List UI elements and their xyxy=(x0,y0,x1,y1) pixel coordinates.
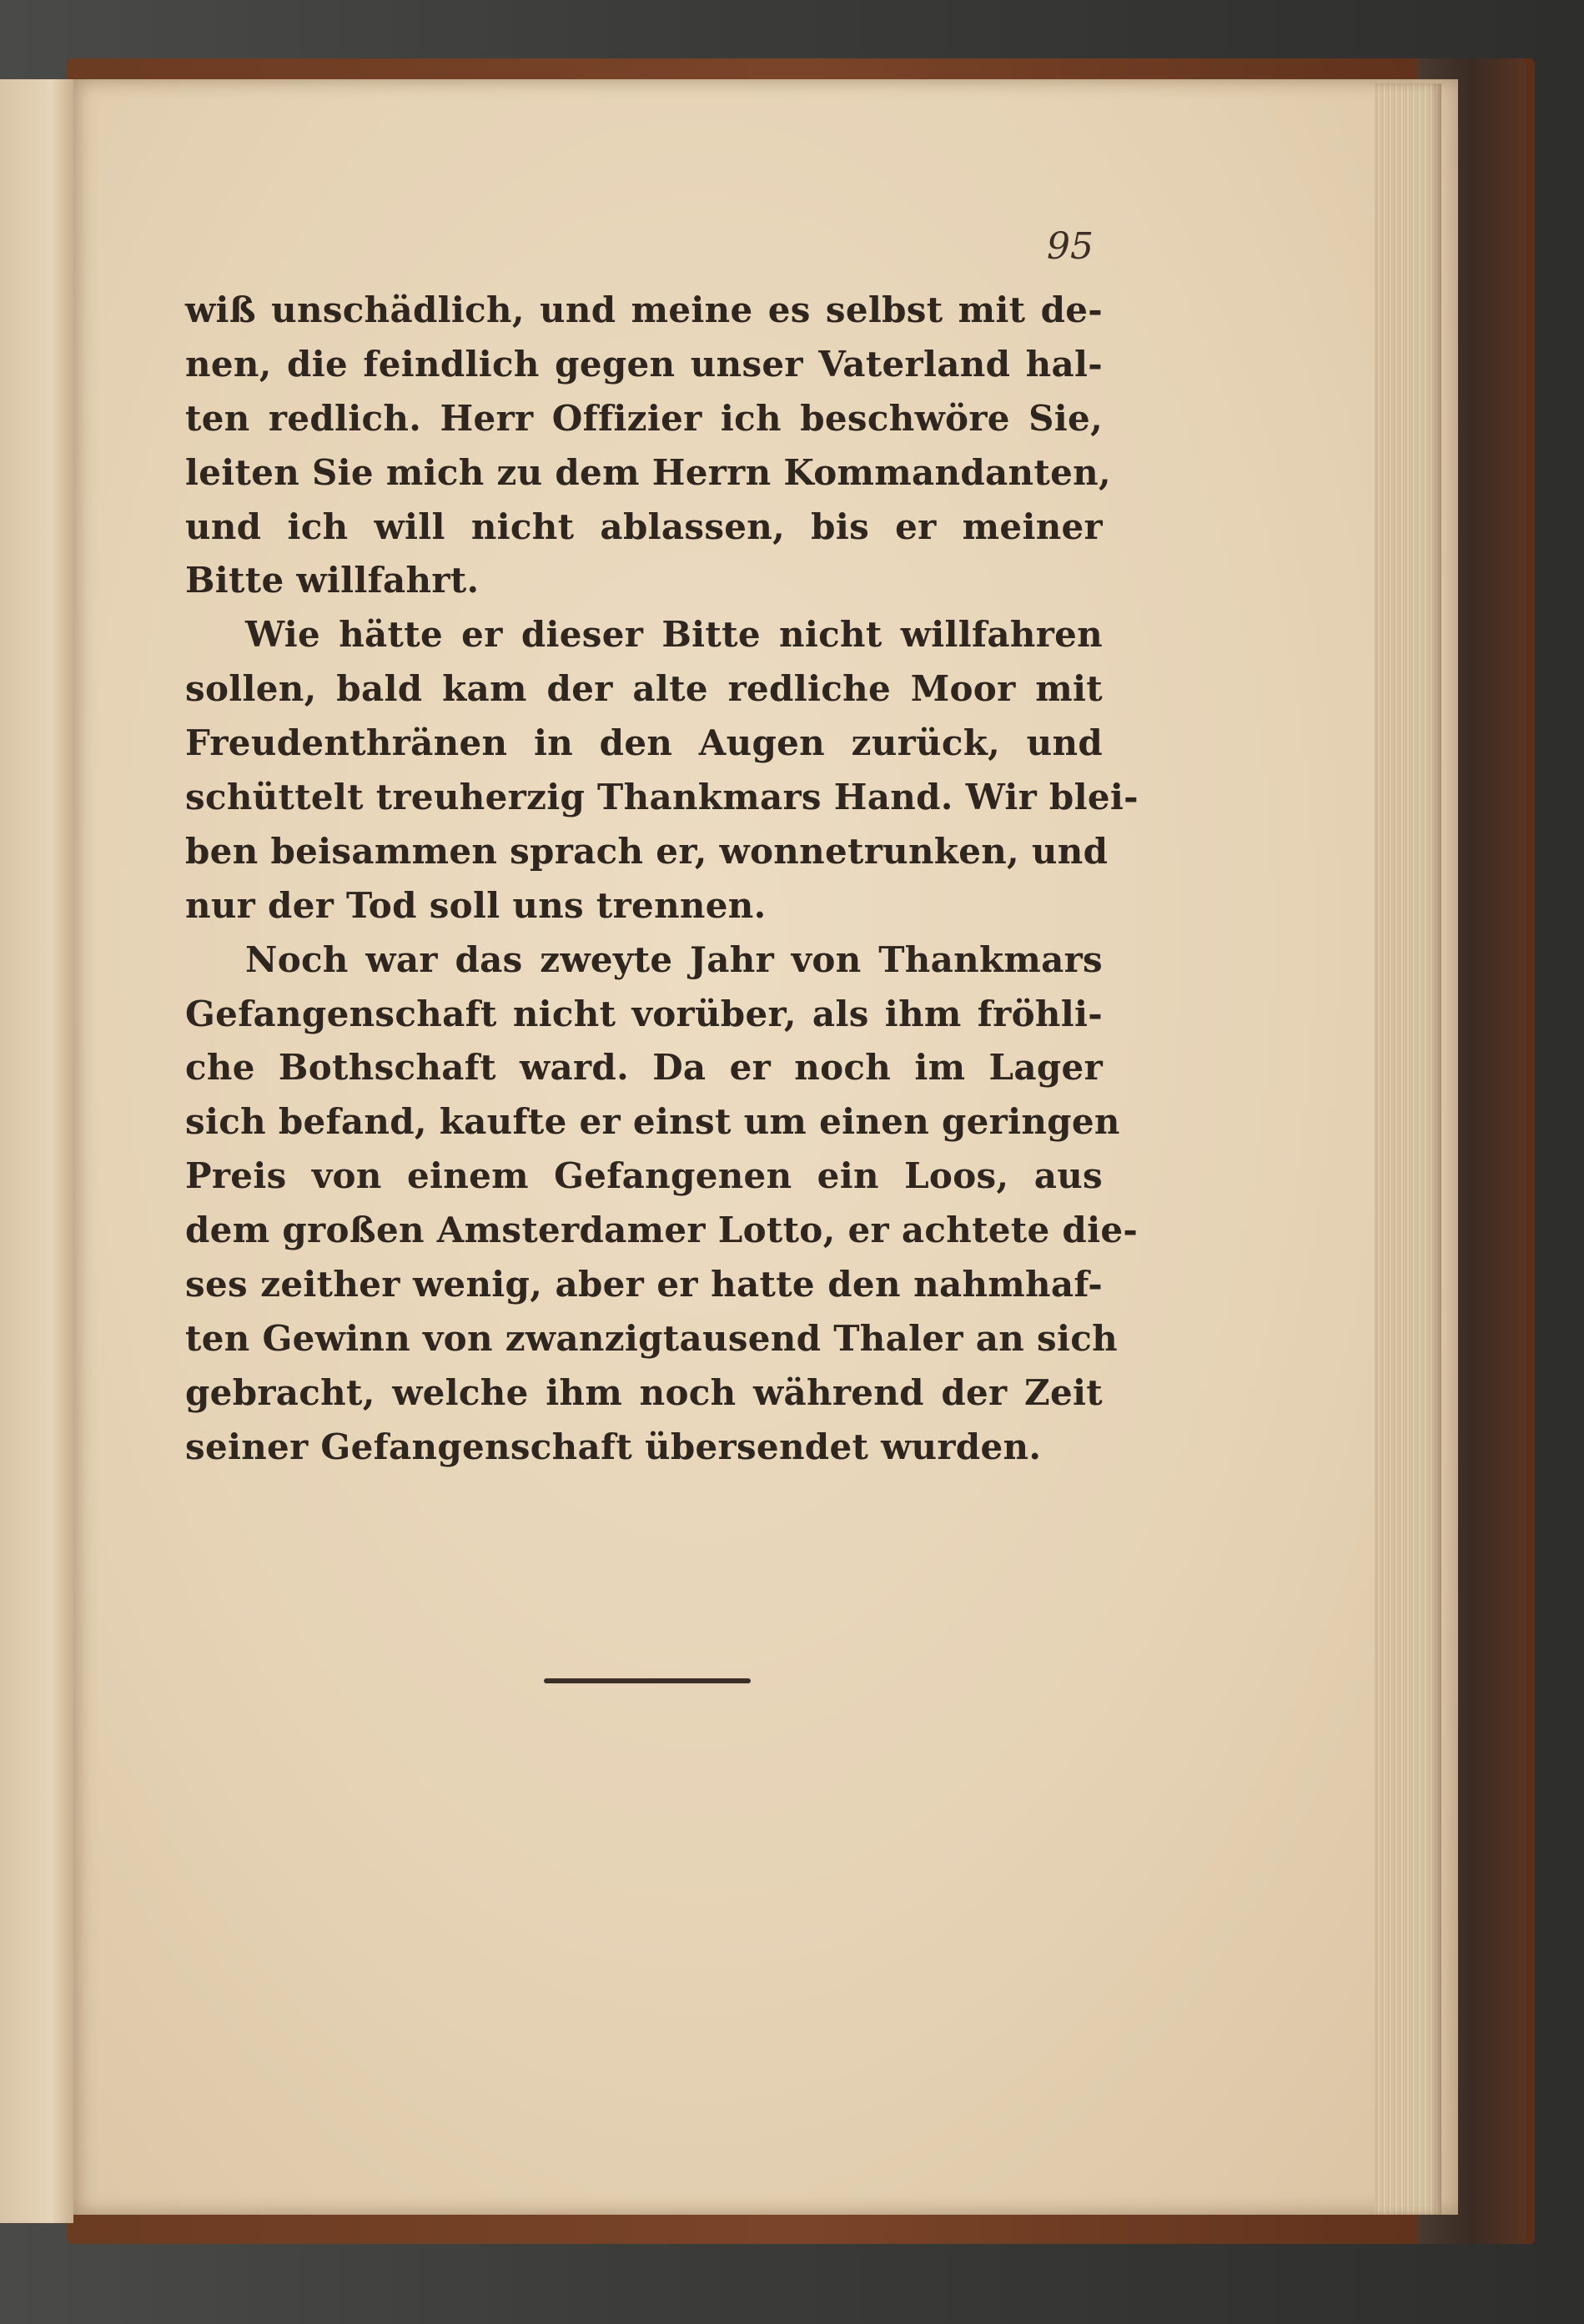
page-number: 95 xyxy=(1047,225,1094,268)
page-block-edges xyxy=(1375,83,1441,2215)
text-line: gebracht, welche ihm noch während der Zeit xyxy=(185,1371,1103,1413)
text-line: sich befand, kaufte er einst um einen geringen xyxy=(185,1101,1120,1143)
text-line: leiten Sie mich zu dem Herrn Kommandanten, xyxy=(185,451,1111,493)
text-line: ten redlich. Herr Offizier ich beschwöre Sie, xyxy=(185,397,1103,439)
text-line: dem großen Amsterdamer Lotto, er achtete die- xyxy=(185,1210,1139,1251)
text-line: Freudenthränen in den Augen zurück, und xyxy=(185,722,1103,764)
text-line: Noch war das zweyte Jahr von Thankmars xyxy=(245,938,1103,980)
text-line: Gefangenschaft nicht vorüber, als ihm fröhli- xyxy=(185,993,1103,1034)
text-line: ten Gewinn von zwanzigtausend Thaler an sich xyxy=(185,1317,1118,1359)
text-line: Bitte willfahrt. xyxy=(185,560,480,601)
text-line: ses zeither wenig, aber er hatte den nahmhaf- xyxy=(185,1264,1103,1305)
text-line: che Bothschaft ward. Da er noch im Lager xyxy=(185,1047,1103,1089)
text-line: Wie hätte er dieser Bitte nicht willfahren xyxy=(245,614,1103,656)
text-line: sollen, bald kam der alte redliche Moor mit xyxy=(185,668,1103,710)
text-line: nur der Tod soll uns trennen. xyxy=(185,884,767,926)
text-line: Preis von einem Gefangenen ein Loos, aus xyxy=(185,1155,1103,1197)
text-line: schüttelt treuherzig Thankmars Hand. Wir blei- xyxy=(185,777,1139,818)
text-line: wiß unschädlich, und meine es selbst mit de- xyxy=(185,289,1103,330)
text-line: seiner Gefangenschaft übersendet wurden. xyxy=(185,1426,1042,1467)
text-line: ben beisammen sprach er, wonnetrunken, und xyxy=(185,830,1109,872)
facing-page-edge xyxy=(0,79,73,2223)
end-rule-divider xyxy=(544,1678,751,1683)
page-text xyxy=(185,284,1139,1475)
text-line: nen, die feindlich gegen unser Vaterland hal- xyxy=(185,343,1103,385)
text-line: und ich will nicht ablassen, bis er meiner xyxy=(185,506,1103,547)
